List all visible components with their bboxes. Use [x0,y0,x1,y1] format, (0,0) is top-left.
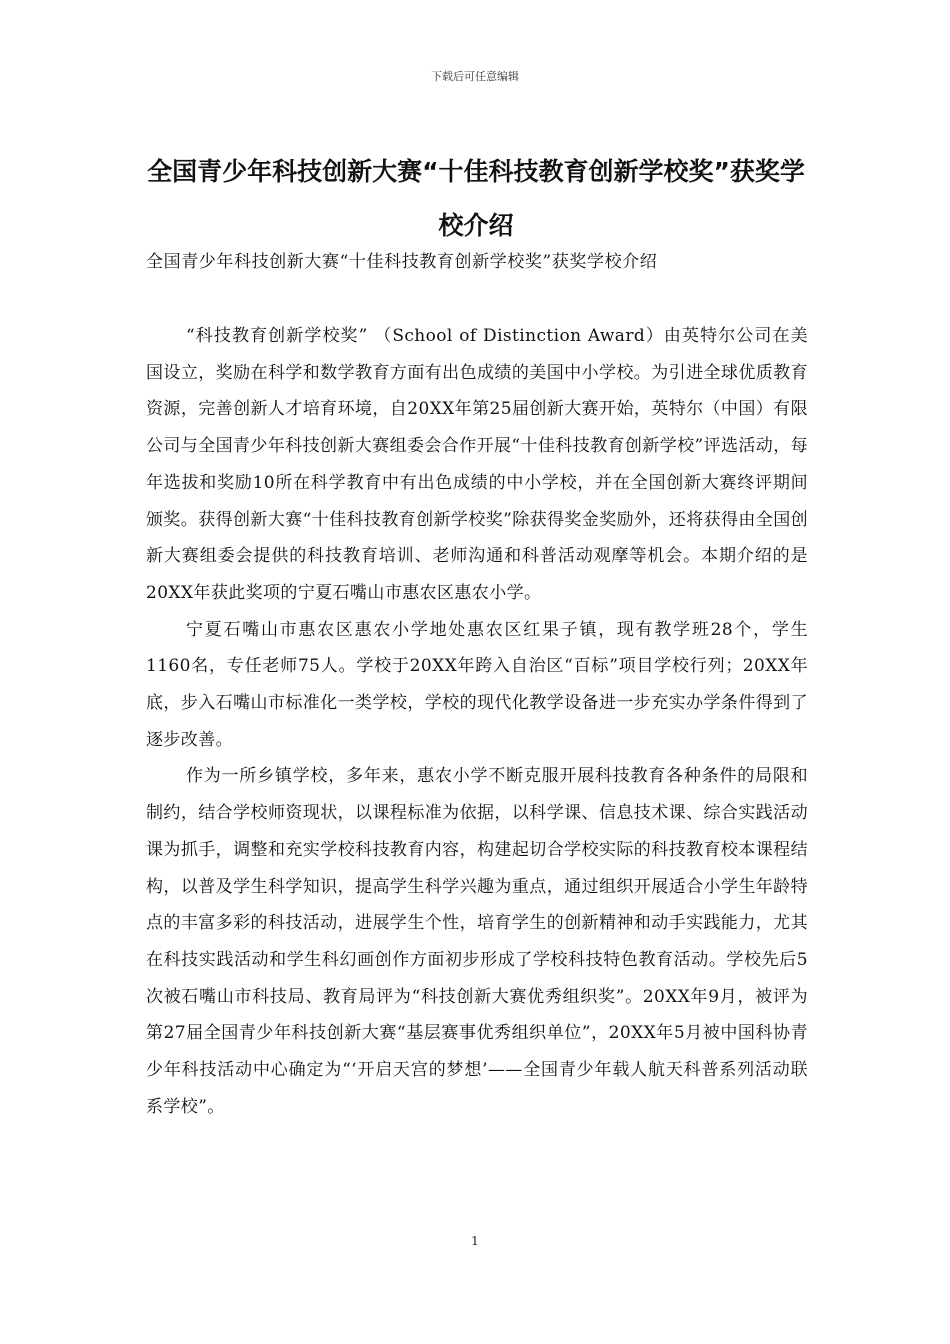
header-note: 下载后可任意编辑 [431,70,519,83]
paragraph-3: 作为一所乡镇学校，多年来，惠农小学不断克服开展科技教育各种条件的局限和制约，结合学校师资现状，以课程标准为依据，以科学课、信息技术课、综合实践活动课为抓手，调整和充实学校科技教育内容，构建起切合学校实际的科技教育校本课程结构，以普及学生科学知识，提高学生科学兴趣为重点，通过组织开展适合小学生年龄特点的丰富多彩的科技活动，进展学生个性，培育学生的创新精神和动手实践能力，尤其在科技实践活动和学生科幻画创作方面初步形成了学校科技特色教育活动。学校先后5次被石嘴山市科技局、教育局评为“科技创新大赛优秀组织奖”。20XX年9月，被评为第27届全国青少年科技创新大赛“基层赛事优秀组织单位”，20XX年5月被中国科协青少年科技活动中心确定为“‘开启天宫的梦想’——全国青少年载人航天科普系列活动联系学校”。 [146,766,808,1117]
page-number: 1 [471,1234,479,1248]
paragraph-2: 宁夏石嘴山市惠农区惠农小学地处惠农区红果子镇，现有教学班28个，学生1160名，专任老师75人。学校于20XX年跨入自治区“百标”项目学校行列；20XX年底，步入石嘴山市标准化一类学校，学校的现代化教学设备进一步充实办学条件得到了逐步改善。 [146,619,808,750]
document-body [146,318,808,1125]
document-subtitle: 全国青少年科技创新大赛“十佳科技教育创新学校奖”获奖学校介绍 [146,252,658,272]
paragraph-1: “科技教育创新学校奖” （School of Distinction Award）由英特尔公司在美国设立，奖励在科学和数学教育方面有出色成绩的美国中小学校。为引进全球优质教育资源，完善创新人才培育环境，自20XX年第25届创新大赛开始，英特尔（中国）有限公司与全国青少年科技创新大赛组委会合作开展“十佳科技教育创新学校”评选活动，每年选拔和奖励10所在科学教育中有出色成绩的中小学校，并在全国创新大赛终评期间颁奖。获得创新大赛“十佳科技教育创新学校奖”除获得奖金奖励外，还将获得由全国创新大赛组委会提供的科技教育培训、老师沟通和科普活动观摩等机会。本期介绍的是20XX年获此奖项的宁夏石嘴山市惠农区惠农小学。 [146,326,808,603]
document-title: 全国青少年科技创新大赛“十佳科技教育创新学校奖”获奖学校介绍 [147,157,805,240]
